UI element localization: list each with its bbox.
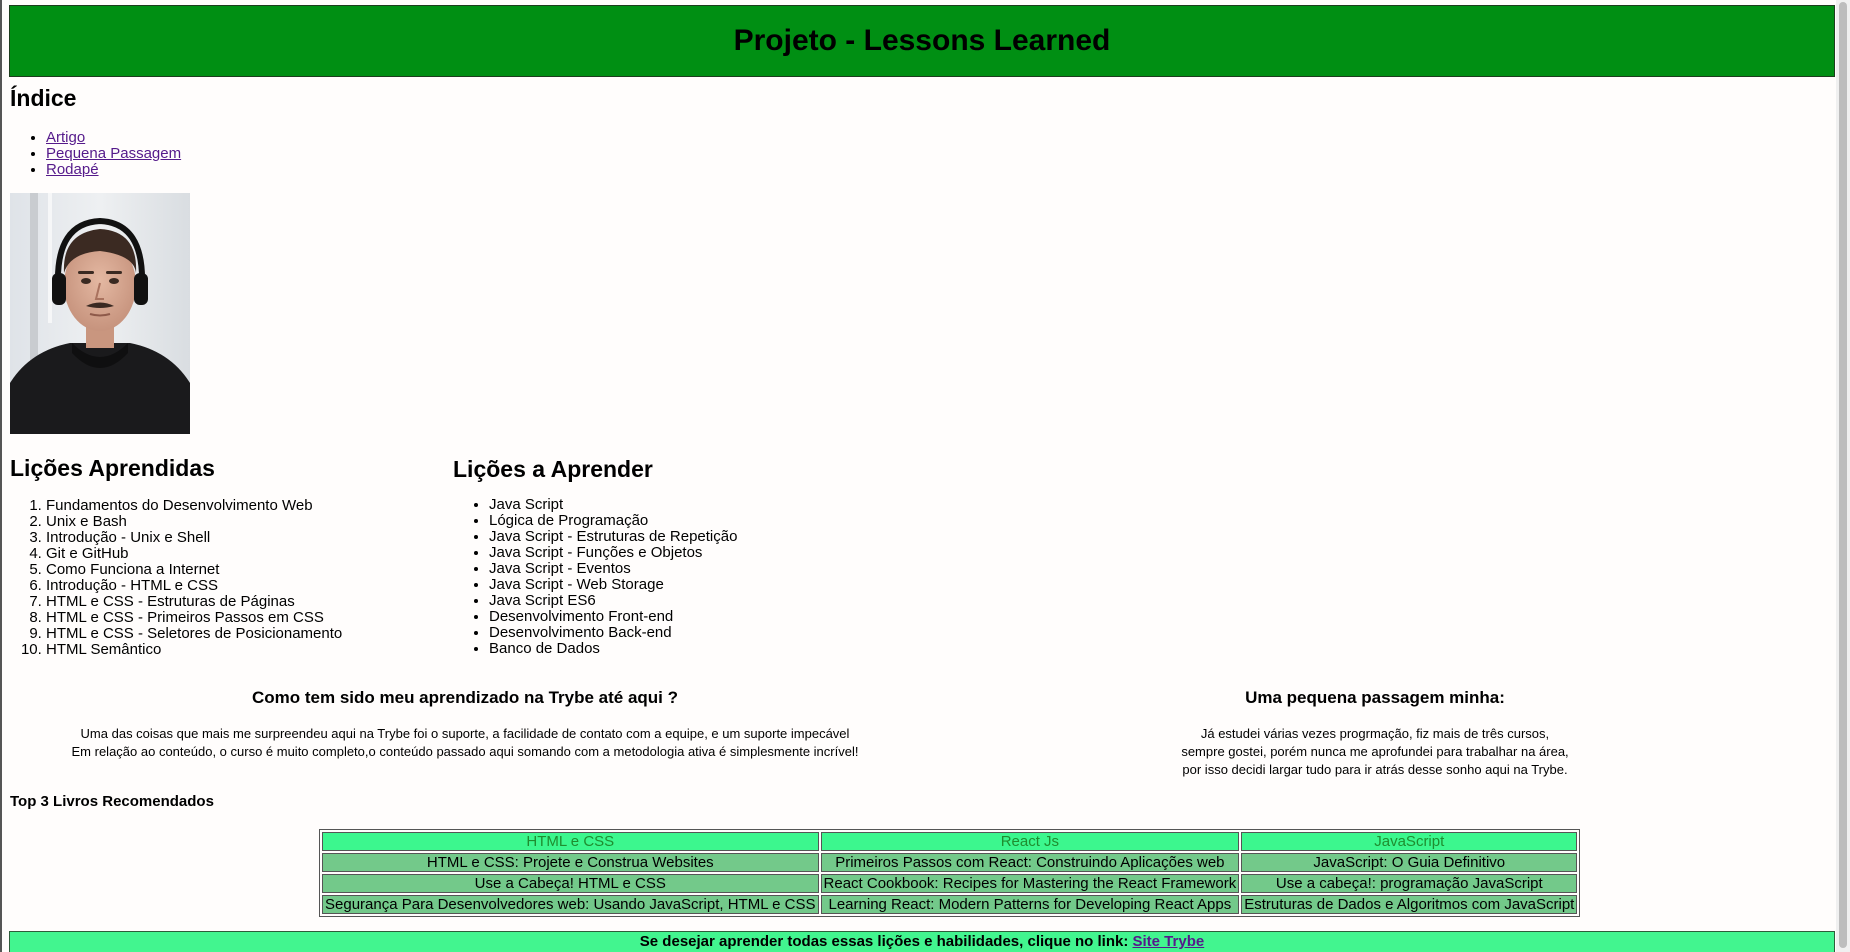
page-scrollbar[interactable]	[1836, 0, 1850, 952]
table-cell: Use a cabeça!: programação JavaScript	[1241, 874, 1577, 893]
table-cell: Learning React: Modern Patterns for Developing React Apps	[821, 895, 1240, 914]
window-edge	[0, 0, 2, 952]
article-title: Como tem sido meu aprendizado na Trybe até aqui ?	[251, 688, 679, 707]
list-item: • Java Script ES6	[489, 593, 737, 609]
books-title: Top 3 Livros Recomendados	[10, 793, 214, 810]
link-artigo[interactable]: Artigo	[46, 129, 86, 146]
books-table	[319, 829, 1580, 917]
table-cell: React Cookbook: Recipes for Mastering the React Framework	[821, 874, 1240, 893]
site-trybe-link[interactable]: Site Trybe	[1132, 933, 1205, 950]
passage-line: Já estudei várias vezes progrmação, fiz mais de três cursos,	[1200, 726, 1550, 741]
article-section	[10, 686, 920, 761]
link-pequena-passagem[interactable]: Pequena Passagem	[46, 145, 182, 162]
scrollbar-thumb[interactable]	[1839, 2, 1847, 948]
index-title: Índice	[10, 85, 77, 111]
list-item: 2. Unix e Bash	[46, 514, 342, 530]
profile-photo	[10, 193, 190, 434]
index-item-artigo	[46, 130, 181, 146]
list-item: 5. Como Funciona a Internet	[46, 562, 342, 578]
passage-line: por isso decidi largar tudo para ir atrás desse sonho aqui na Trybe.	[1182, 762, 1568, 777]
lessons-to-learn-title: Lições a Aprender	[453, 456, 653, 482]
lessons-learned-title: Lições Aprendidas	[10, 455, 215, 481]
list-item: 6. Introdução - HTML e CSS	[46, 578, 342, 594]
list-item: • Desenvolvimento Back-end	[489, 625, 737, 641]
list-item: • Lógica de Programação	[489, 513, 737, 529]
table-cell: Segurança Para Desenvolvedores web: Usando JavaScript, HTML e CSS	[322, 895, 819, 914]
table-cell: Estruturas de Dados e Algoritmos com JavaScript	[1241, 895, 1577, 914]
list-item: 10. HTML Semântico	[46, 642, 342, 658]
table-row	[322, 874, 1577, 893]
page-header	[9, 5, 1835, 77]
page-footer	[9, 931, 1835, 952]
index-item-rodape	[46, 162, 181, 178]
list-item: 8. HTML e CSS - Primeiros Passos em CSS	[46, 610, 342, 626]
table-header-cell: HTML e CSS	[322, 832, 819, 851]
table-row	[322, 895, 1577, 914]
page-title: Projeto - Lessons Learned	[733, 24, 1111, 57]
list-item: • Banco de Dados	[489, 641, 737, 657]
lessons-learned-list	[10, 498, 342, 658]
passage-title: Uma pequena passagem minha:	[1245, 688, 1505, 707]
list-item: 3. Introdução - Unix e Shell	[46, 530, 342, 546]
passage-text	[1100, 725, 1650, 779]
index-list	[10, 130, 181, 178]
article-line: Uma das coisas que mais me surpreendeu aqui na Trybe foi o suporte, a facilidade de contato com a equipe, e um suporte impecável	[80, 726, 850, 741]
list-item: • Java Script - Web Storage	[489, 577, 737, 593]
list-item: 1. Fundamentos do Desenvolvimento Web	[46, 498, 342, 514]
table-header-row	[322, 832, 1577, 851]
list-item: • Java Script - Estruturas de Repetição	[489, 529, 737, 545]
article-text	[10, 725, 920, 761]
table-row	[322, 853, 1577, 872]
table-cell: Primeiros Passos com React: Construindo Aplicações web	[821, 853, 1240, 872]
person-photo-icon	[10, 193, 190, 434]
passage-line: sempre gostei, porém nunca me aprofundei para trabalhar na área,	[1181, 744, 1569, 759]
list-item: • Java Script - Eventos	[489, 561, 737, 577]
link-rodape[interactable]: Rodapé	[46, 161, 99, 178]
table-cell: HTML e CSS: Projete e Construa Websites	[322, 853, 819, 872]
table-header-cell: React Js	[821, 832, 1240, 851]
list-item: • Java Script - Funções e Objetos	[489, 545, 737, 561]
table-cell: JavaScript: O Guia Definitivo	[1241, 853, 1577, 872]
index-item-passagem	[46, 146, 181, 162]
list-item: • Java Script	[489, 497, 737, 513]
list-item: 9. HTML e CSS - Seletores de Posicionamento	[46, 626, 342, 642]
lessons-to-learn-list	[453, 497, 737, 657]
list-item: • Desenvolvimento Front-end	[489, 609, 737, 625]
footer-text: Se desejar aprender todas essas lições e habilidades, clique no link:	[639, 933, 1129, 950]
table-cell: Use a Cabeça! HTML e CSS	[322, 874, 819, 893]
list-item: 7. HTML e CSS - Estruturas de Páginas	[46, 594, 342, 610]
article-line: Em relação ao conteúdo, o curso é muito completo,o conteúdo passado aqui somando com a metodologia ativa é simplesmente incrível!	[71, 744, 859, 759]
table-header-cell: JavaScript	[1241, 832, 1577, 851]
list-item: 4. Git e GitHub	[46, 546, 342, 562]
passage-section	[1100, 686, 1650, 779]
